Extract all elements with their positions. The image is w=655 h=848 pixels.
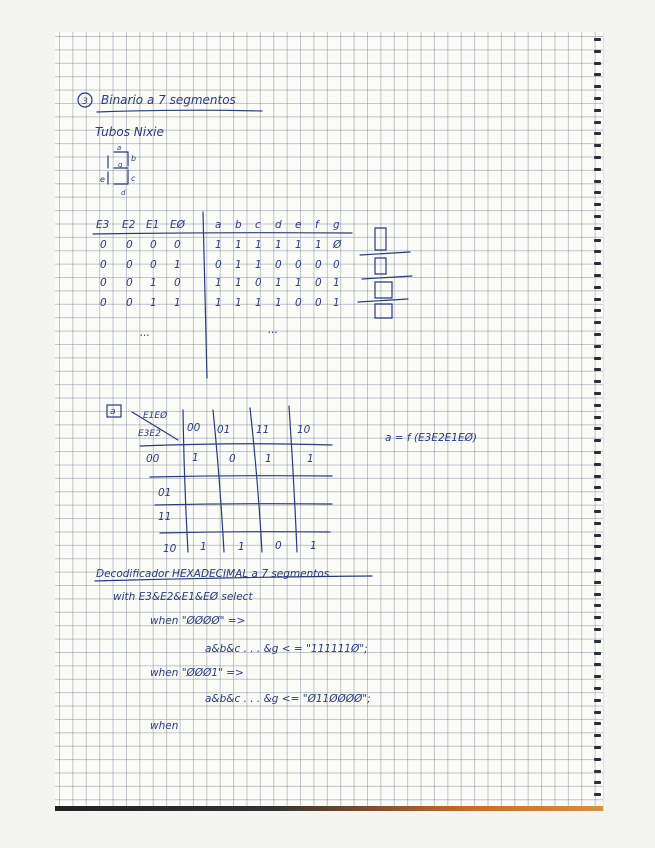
table-header-line <box>93 233 352 234</box>
output-cell: 1 <box>275 277 282 289</box>
code-line-6: when <box>150 720 179 732</box>
col-header-00: 00 <box>187 422 201 434</box>
output-cell: 0 <box>315 277 322 289</box>
row-variables: E3E2 <box>138 429 161 439</box>
header-e: e <box>295 219 302 231</box>
nixie-tube-sketch <box>358 228 412 318</box>
cell-r3-c1: 1 <box>238 541 245 553</box>
cell-r0-c0: 1 <box>192 452 199 464</box>
col-header-01: 01 <box>217 424 231 436</box>
output-cell: 1 <box>235 259 242 271</box>
segment-sketch <box>100 144 136 197</box>
output-cell: 1 <box>333 297 340 309</box>
map-label: a <box>110 407 116 417</box>
header-c: c <box>255 219 261 231</box>
segment-label-d: d <box>121 189 126 197</box>
output-cell: 0 <box>295 297 302 309</box>
col-variables: E1EØ <box>143 411 168 421</box>
input-cell: 0 <box>126 259 133 271</box>
input-cell: 1 <box>174 259 181 271</box>
input-cell: 0 <box>100 297 107 309</box>
header-e2: E2 <box>122 219 136 231</box>
row-header-11: 11 <box>158 511 172 523</box>
output-cell: 1 <box>295 277 302 289</box>
input-cell: 0 <box>150 259 157 271</box>
output-cell: 1 <box>333 277 340 289</box>
output-cell: 0 <box>315 259 322 271</box>
truth-table <box>93 212 352 378</box>
header-e1: E1 <box>146 219 160 231</box>
title-underline <box>97 110 262 112</box>
output-cell: 1 <box>215 277 222 289</box>
row-header-00: 00 <box>146 453 160 465</box>
output-cell: 0 <box>255 277 262 289</box>
cell-r0-c3: 1 <box>307 453 314 465</box>
output-cell: 0 <box>275 259 282 271</box>
output-cell: 1 <box>235 277 242 289</box>
header-f: f <box>315 219 319 231</box>
output-cell: 1 <box>275 239 282 251</box>
header-d: d <box>275 219 282 231</box>
header-g: g <box>333 219 340 231</box>
output-ellipsis: ... <box>268 324 279 336</box>
output-cell: 0 <box>333 259 340 271</box>
header-e3: E3 <box>96 219 110 231</box>
cell-r0-c2: 1 <box>265 453 272 465</box>
output-cell: 1 <box>275 297 282 309</box>
vhdl-code <box>95 568 372 732</box>
header-b: b <box>235 219 242 231</box>
header-e0: EØ <box>170 219 185 231</box>
output-cell: Ø <box>333 239 342 251</box>
input-cell: 0 <box>100 259 107 271</box>
karnaugh-map <box>107 405 477 555</box>
function-expression: a = f (E3E2E1EØ) <box>385 432 477 444</box>
output-cell: 1 <box>255 239 262 251</box>
segment-label-b: b <box>131 154 137 163</box>
input-cell: 0 <box>126 239 133 251</box>
output-cell: 1 <box>235 297 242 309</box>
output-cell: 1 <box>215 297 222 309</box>
output-cell: 0 <box>315 297 322 309</box>
table-divider <box>203 212 207 378</box>
code-heading: Decodificador HEXADECIMAL a 7 segmentos <box>96 568 330 580</box>
row-header-10: 10 <box>163 543 177 555</box>
segment-label-a: a <box>117 144 122 152</box>
input-cell: 0 <box>126 297 133 309</box>
segment-label-e: e <box>100 175 105 184</box>
header-a: a <box>215 219 222 231</box>
input-cell: 1 <box>174 297 181 309</box>
input-cell: 0 <box>174 239 181 251</box>
segment-label-c: c <box>131 174 136 183</box>
input-cell: 0 <box>150 239 157 251</box>
output-cell: 0 <box>295 259 302 271</box>
input-cell: 0 <box>174 277 181 289</box>
code-line-1: with E3&E2&E1&EØ select <box>113 591 253 603</box>
input-cell: 1 <box>150 277 157 289</box>
output-cell: 0 <box>215 259 222 271</box>
section-number: 3 <box>82 97 88 107</box>
section-title: Binario a 7 segmentos <box>101 93 236 107</box>
output-cell: 1 <box>255 297 262 309</box>
row-header-01: 01 <box>158 487 172 499</box>
code-line-2: when "ØØØØ" => <box>150 615 246 627</box>
code-line-3: a&b&c . . . &g < = "111111Ø"; <box>205 643 368 655</box>
code-line-5: a&b&c . . . &g <= "Ø11ØØØØ"; <box>205 693 371 705</box>
output-cell: 1 <box>255 259 262 271</box>
truth-table-rows <box>100 239 342 309</box>
col-header-11: 11 <box>256 424 270 436</box>
output-cell: 1 <box>315 239 322 251</box>
segment-label-g: g <box>118 161 123 169</box>
input-cell: 0 <box>100 277 107 289</box>
col-header-10: 10 <box>297 424 311 436</box>
input-cell: 0 <box>126 277 133 289</box>
cell-r3-c2: 0 <box>275 540 282 552</box>
code-line-4: when "ØØØ1" => <box>150 667 244 679</box>
cell-r3-c0: 1 <box>200 541 207 553</box>
cell-r3-c3: 1 <box>310 540 317 552</box>
output-cell: 1 <box>295 239 302 251</box>
section-subtitle: Tubos Nixie <box>95 125 164 139</box>
output-cell: 1 <box>215 239 222 251</box>
input-ellipsis: ... <box>140 327 151 339</box>
cell-r0-c1: 0 <box>229 453 236 465</box>
input-cell: 0 <box>100 239 107 251</box>
output-cell: 1 <box>235 239 242 251</box>
input-cell: 1 <box>150 297 157 309</box>
